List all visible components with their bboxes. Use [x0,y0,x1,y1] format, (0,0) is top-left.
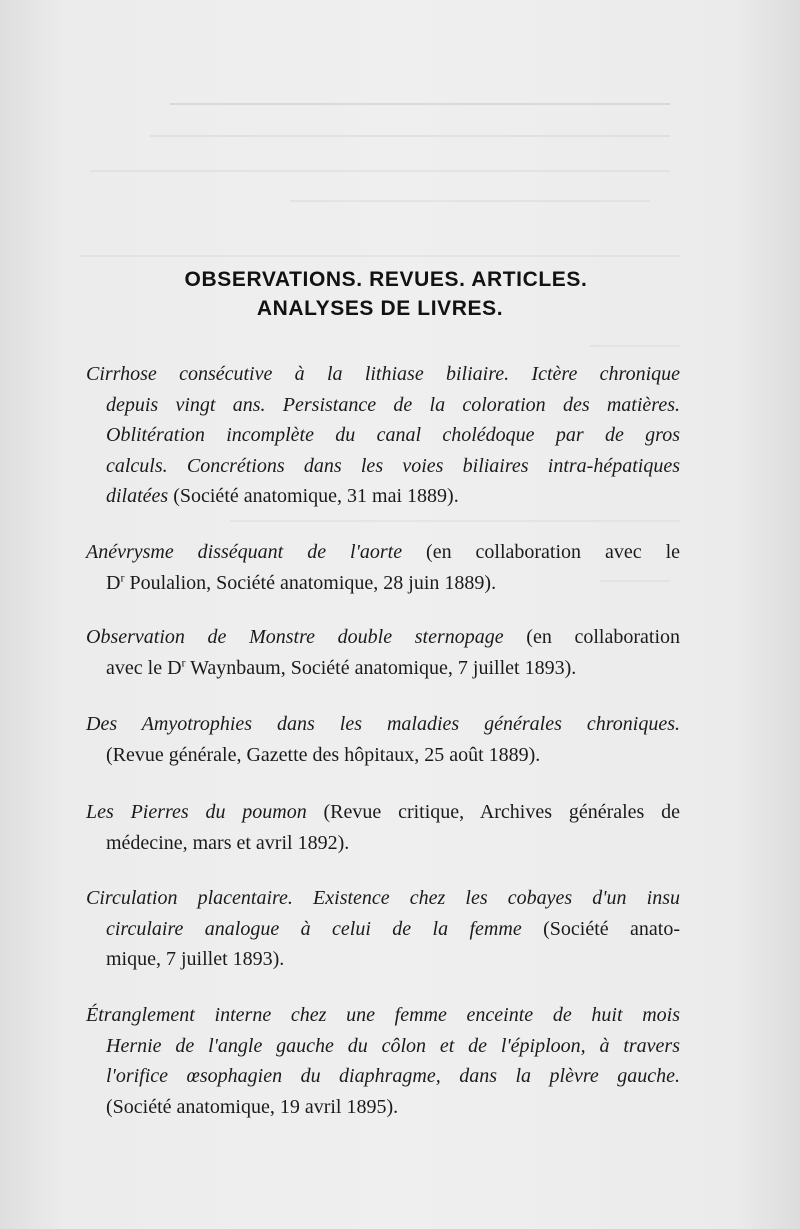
entry-line: $D^r$ Poulalion, Société anatomique, 28 juin 1889). [106,569,497,594]
entry-line: dilatées (Société anatomique, 31 mai 1889). [106,485,459,507]
section-heading-line-2: ANALYSES DE LIVRES. [256,297,504,320]
entry-line: circulaire analogue à celui de la femme (Société anato- [106,917,680,940]
publication-entry [86,537,680,598]
entry-line: Anévrysme disséquant de l'aorte (en collaboration avec le [86,541,681,563]
entry-line: médecine, mars et avril 1892). [106,831,350,854]
publication-entry [86,359,680,512]
entry-line: avec le $D^r$ Waynbaum, Société anatomique, 7 juillet 1893). [106,654,577,679]
entry-line: depuis vingt ans. Persistance de la coloration des matières. [106,393,680,416]
entry-line: Circulation placentaire. Existence chez les cobayes d'un insu [86,887,680,909]
entry-line: Hernie de l'angle gauche du côlon et de l'épiploon, à travers [106,1034,680,1057]
entry-line: (Société anatomique, 19 avril 1895). [106,1095,399,1118]
publication-entry [86,797,680,858]
entry-line: Étranglement interne chez une femme enceinte de huit mois [86,1004,680,1026]
publication-entry [86,883,680,975]
publication-entry [86,709,680,770]
publication-entry [86,622,680,683]
entry-line: l'orifice œsophagien du diaphragme, dans la plèvre gauche. [106,1065,680,1087]
section-heading-line-1: OBSERVATIONS. REVUES. ARTICLES. [184,268,588,291]
entry-line: mique, 7 juillet 1893). [106,948,285,970]
entry-line: calculs. Concrétions dans les voies biliaires intra-hépatiques [106,454,680,477]
entry-line: Oblitération incomplète du canal cholédoque par de gros [106,424,680,446]
entry-line: (Revue générale, Gazette des hôpitaux, 25 août 1889). [106,743,541,766]
publication-entry [86,1000,680,1122]
entry-line: Observation de Monstre double sternopage (en collaboration [86,626,680,648]
entry-line: Les Pierres du poumon (Revue critique, Archives générales de [86,801,680,823]
entry-line: Cirrhose consécutive à la lithiase biliaire. Ictère chronique [86,363,680,385]
entry-line: Des Amyotrophies dans les maladies générales chroniques. [86,713,680,735]
